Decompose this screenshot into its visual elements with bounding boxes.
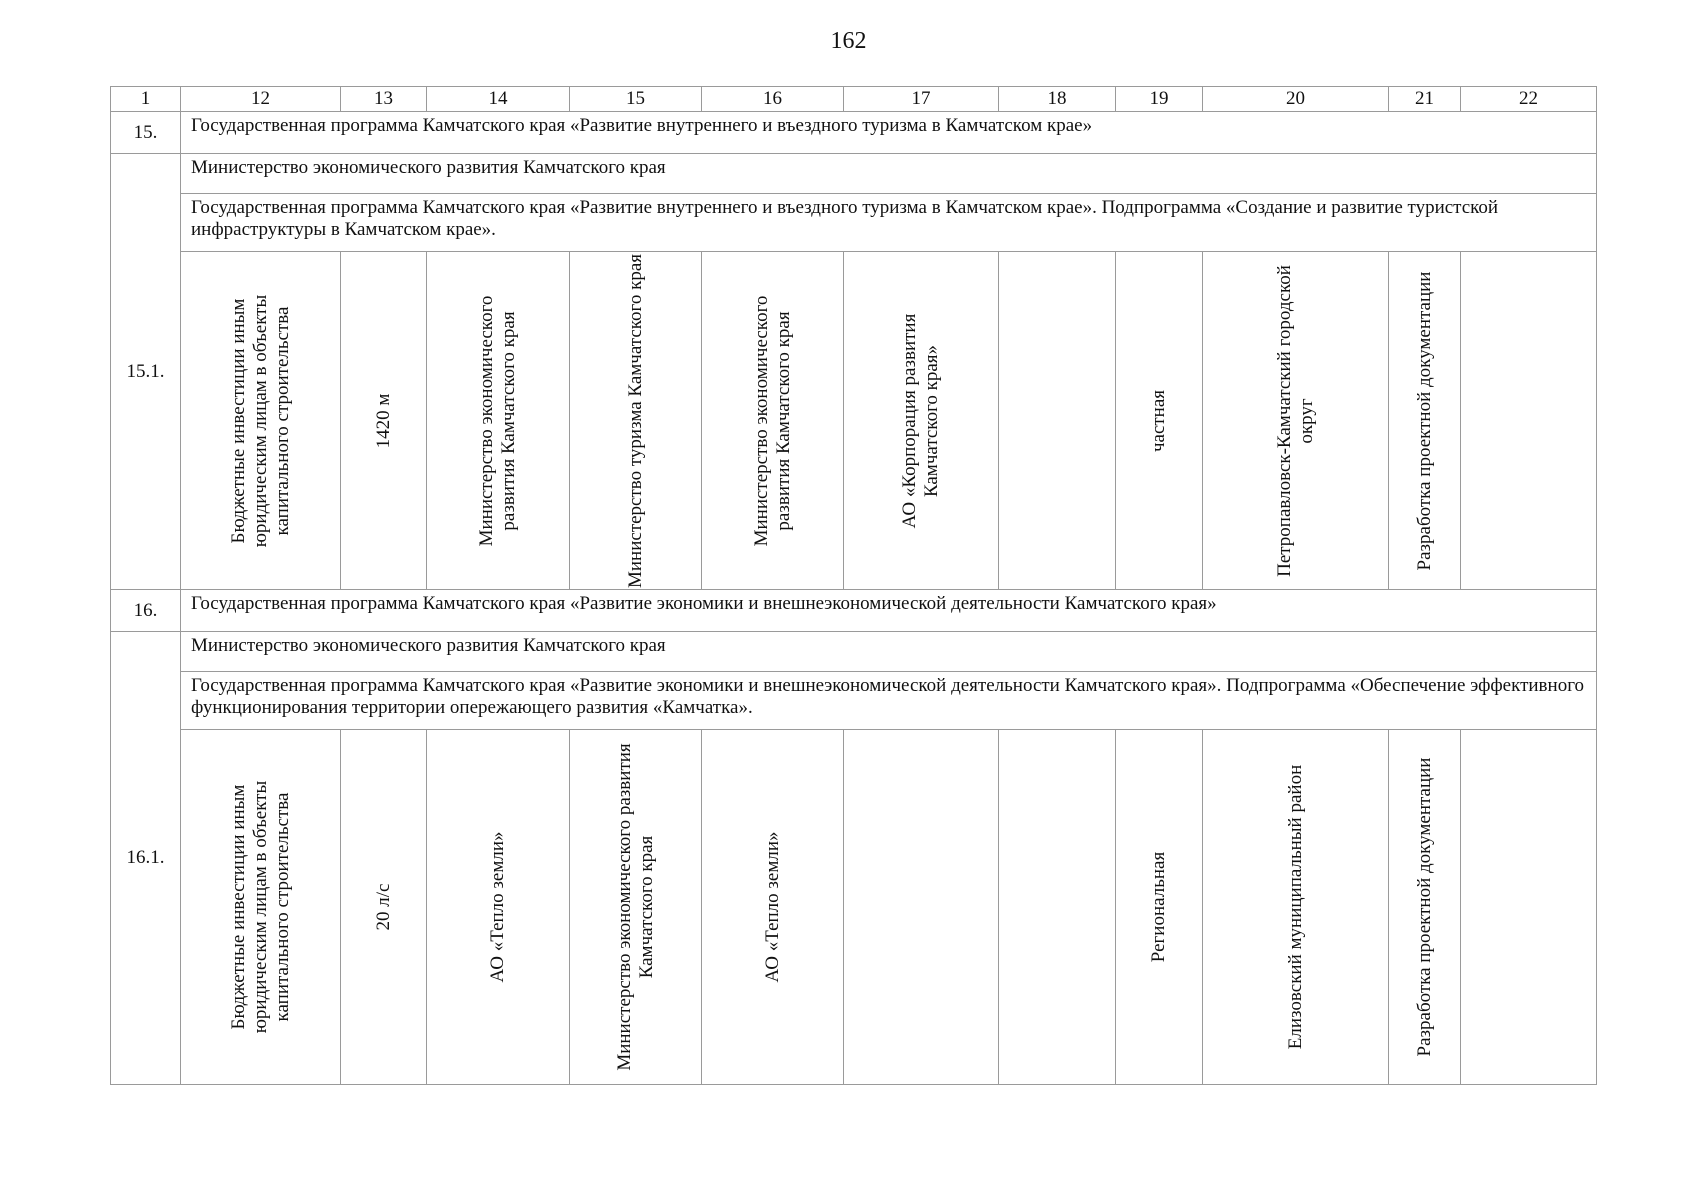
- ministry-row: [111, 154, 1597, 194]
- administrator-text: АО «Тепло земли»: [761, 831, 783, 983]
- subprogram-row: [111, 194, 1597, 252]
- administrator-text: Министерство экономического развития Камчатского края: [750, 295, 794, 546]
- capacity-text: 20 л/с: [372, 883, 394, 931]
- row-number: 16.1.: [111, 632, 181, 1085]
- column-header: 1: [111, 87, 181, 112]
- column-header: 18: [999, 87, 1116, 112]
- column-header: 17: [844, 87, 999, 112]
- object-row: [111, 252, 1597, 590]
- cell-ownership: [1116, 252, 1203, 590]
- object-row: [111, 730, 1597, 1085]
- cell-location: [1203, 252, 1389, 590]
- cell-capacity: [341, 730, 427, 1085]
- cell-investment-type: [181, 730, 341, 1085]
- cell-stage: [1389, 252, 1461, 590]
- cell-coordinator: [570, 252, 702, 590]
- column-header: 20: [1203, 87, 1389, 112]
- column-header: 15: [570, 87, 702, 112]
- cell-capacity: [341, 252, 427, 590]
- cell-administrator: [702, 730, 844, 1085]
- program-title: Государственная программа Камчатского края «Развитие внутреннего и въездного туризма в Камчатском крае»: [181, 112, 1597, 154]
- location-text: Елизовский муниципальный район: [1284, 764, 1306, 1050]
- cell-empty: [1461, 252, 1597, 590]
- row-number: 15.: [111, 112, 181, 154]
- cell-developer: [844, 252, 999, 590]
- stage-text: Разработка проектной документации: [1413, 271, 1435, 570]
- cell-empty: [1461, 730, 1597, 1085]
- cell-investment-type: [181, 252, 341, 590]
- column-header: 21: [1389, 87, 1461, 112]
- column-header: 14: [427, 87, 570, 112]
- program-row: [111, 112, 1597, 154]
- ministry-name: Министерство экономического развития Камчатского края: [181, 154, 1597, 194]
- cell-ownership: [1116, 730, 1203, 1085]
- coordinator-text: Министерство экономического развития Камчатского края: [613, 743, 657, 1071]
- column-header: 22: [1461, 87, 1597, 112]
- ownership-text: Региональная: [1148, 851, 1169, 963]
- row-number: 16.: [111, 590, 181, 632]
- stage-text: Разработка проектной документации: [1413, 757, 1435, 1057]
- cell-administrator: [702, 252, 844, 590]
- subprogram-title: Государственная программа Камчатского края «Развитие экономики и внешнеэкономической деятельности Камчатского края». Подпрограмма «Обеспечение эффективного функционирования территории опережающего развития «Камчатка».: [181, 672, 1597, 730]
- cell-customer: [427, 730, 570, 1085]
- investment-table: [110, 86, 1597, 1085]
- row-number: 15.1.: [111, 154, 181, 590]
- column-header: 13: [341, 87, 427, 112]
- cell-coordinator: [570, 730, 702, 1085]
- developer-text: АО «Корпорация развития Камчатского края»: [899, 313, 942, 528]
- cell-developer: [844, 730, 999, 1085]
- subprogram-row: [111, 672, 1597, 730]
- program-row: [111, 590, 1597, 632]
- page-number: 162: [830, 28, 867, 54]
- cell-customer: [427, 252, 570, 590]
- coordinator-text: Министерство туризма Камчатского края: [624, 253, 646, 588]
- cell-location: [1203, 730, 1389, 1085]
- investment-type-text: Бюджетные инвестиции иным юридическим лицам в объекты капитального строительства: [227, 780, 293, 1034]
- column-header: 12: [181, 87, 341, 112]
- capacity-text: 1420 м: [372, 393, 394, 448]
- ministry-name: Министерство экономического развития Камчатского края: [181, 632, 1597, 672]
- cell-empty: [999, 252, 1116, 590]
- cell-stage: [1389, 730, 1461, 1085]
- subprogram-title: Государственная программа Камчатского края «Развитие внутреннего и въездного туризма в Камчатском крае». Подпрограмма «Создание и развитие туристской инфраструктуры в Камчатском крае».: [181, 194, 1597, 252]
- investment-type-text: Бюджетные инвестиции иным юридическим лицам в объекты капитального строительства: [227, 294, 293, 547]
- column-header: 19: [1116, 87, 1203, 112]
- customer-text: АО «Тепло земли»: [487, 831, 508, 983]
- ministry-row: [111, 632, 1597, 672]
- location-text: Петропавловск-Камчатский городской округ: [1273, 264, 1317, 577]
- customer-text: Министерство экономического развития Камчатского края: [476, 295, 519, 546]
- column-header: 16: [702, 87, 844, 112]
- cell-empty: [999, 730, 1116, 1085]
- program-title: Государственная программа Камчатского края «Развитие экономики и внешнеэкономической деятельности Камчатского края»: [181, 590, 1597, 632]
- ownership-text: частная: [1148, 389, 1169, 452]
- column-header-row: [111, 87, 1597, 112]
